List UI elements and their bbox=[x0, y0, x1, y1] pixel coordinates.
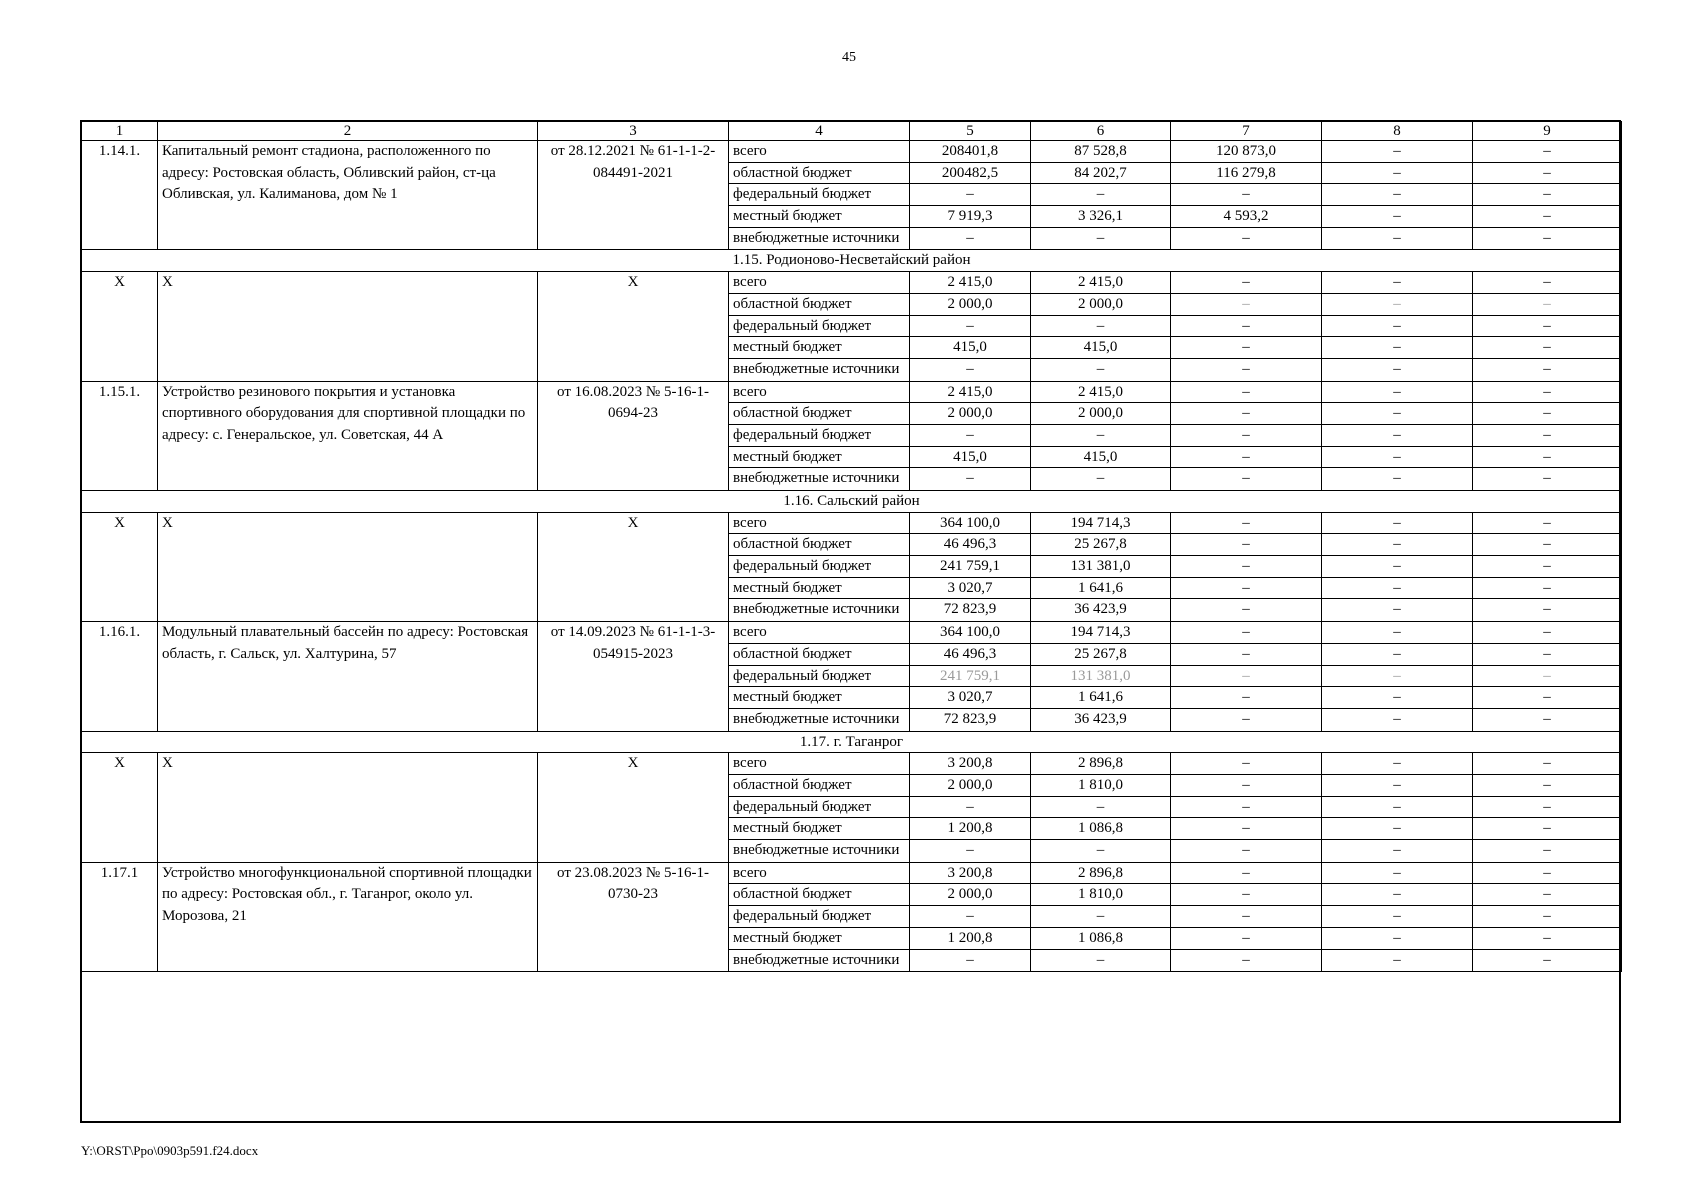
funding-source-cell: местный бюджет bbox=[729, 446, 910, 468]
value-cell-col-7: – bbox=[1171, 884, 1322, 906]
value-cell-col-6: 36 423,9 bbox=[1031, 708, 1171, 731]
value-cell-col-6: 25 267,8 bbox=[1031, 643, 1171, 665]
item-name-cell: Х bbox=[158, 272, 538, 381]
value-cell-col-7: – bbox=[1171, 272, 1322, 294]
footer-file-path: Y:\ORST\Ppo\0903p591.f24.docx bbox=[81, 1143, 259, 1158]
value-cell-col-8: – bbox=[1322, 424, 1473, 446]
value-cell-col-9: – bbox=[1473, 162, 1622, 184]
value-cell-col-8: – bbox=[1322, 293, 1473, 315]
item-number-cell: 1.17.1 bbox=[82, 862, 158, 971]
value-cell-col-6: – bbox=[1031, 227, 1171, 250]
value-cell-col-5: 415,0 bbox=[910, 446, 1031, 468]
funding-source-cell: местный бюджет bbox=[729, 818, 910, 840]
funding-source-cell: внебюджетные источники bbox=[729, 840, 910, 863]
value-cell-col-9: – bbox=[1473, 687, 1622, 709]
column-header-1: 1 bbox=[82, 122, 158, 141]
funding-source-cell: областной бюджет bbox=[729, 534, 910, 556]
value-cell-col-9: – bbox=[1473, 141, 1622, 163]
value-cell-col-5: – bbox=[910, 358, 1031, 381]
value-cell-col-9: – bbox=[1473, 840, 1622, 863]
funding-source-cell: всего bbox=[729, 272, 910, 294]
value-cell-col-7: – bbox=[1171, 622, 1322, 644]
value-cell-col-9: – bbox=[1473, 227, 1622, 250]
value-cell-col-6: 84 202,7 bbox=[1031, 162, 1171, 184]
value-cell-col-7: – bbox=[1171, 227, 1322, 250]
value-cell-col-6: – bbox=[1031, 949, 1171, 972]
table-row bbox=[82, 512, 1622, 534]
value-cell-col-7: 4 593,2 bbox=[1171, 206, 1322, 228]
value-cell-col-8: – bbox=[1322, 162, 1473, 184]
funding-source-cell: местный бюджет bbox=[729, 927, 910, 949]
value-cell-col-6: 2 896,8 bbox=[1031, 862, 1171, 884]
value-cell-col-5: – bbox=[910, 906, 1031, 928]
value-cell-col-8: – bbox=[1322, 949, 1473, 972]
value-cell-col-5: – bbox=[910, 796, 1031, 818]
section-heading-row bbox=[82, 250, 1622, 272]
value-cell-col-6: – bbox=[1031, 424, 1171, 446]
value-cell-col-8: – bbox=[1322, 753, 1473, 775]
funding-source-cell: федеральный бюджет bbox=[729, 665, 910, 687]
value-cell-col-5: 364 100,0 bbox=[910, 512, 1031, 534]
value-cell-col-7: – bbox=[1171, 403, 1322, 425]
value-cell-col-9: – bbox=[1473, 424, 1622, 446]
value-cell-col-6: 2 415,0 bbox=[1031, 381, 1171, 403]
funding-source-cell: внебюджетные источники bbox=[729, 358, 910, 381]
value-cell-col-5: 7 919,3 bbox=[910, 206, 1031, 228]
value-cell-col-8: – bbox=[1322, 708, 1473, 731]
value-cell-col-8: – bbox=[1322, 556, 1473, 578]
value-cell-col-8: – bbox=[1322, 337, 1473, 359]
value-cell-col-7: – bbox=[1171, 184, 1322, 206]
table-row bbox=[82, 862, 1622, 884]
value-cell-col-9: – bbox=[1473, 403, 1622, 425]
value-cell-col-6: 2 000,0 bbox=[1031, 403, 1171, 425]
value-cell-col-8: – bbox=[1322, 403, 1473, 425]
value-cell-col-5: 1 200,8 bbox=[910, 927, 1031, 949]
value-cell-col-8: – bbox=[1322, 862, 1473, 884]
funding-source-cell: федеральный бюджет bbox=[729, 906, 910, 928]
value-cell-col-8: – bbox=[1322, 927, 1473, 949]
value-cell-col-5: 3 200,8 bbox=[910, 753, 1031, 775]
value-cell-col-8: – bbox=[1322, 906, 1473, 928]
value-cell-col-9: – bbox=[1473, 862, 1622, 884]
value-cell-col-8: – bbox=[1322, 818, 1473, 840]
value-cell-col-9: – bbox=[1473, 446, 1622, 468]
item-document-cell: от 14.09.2023 № 61-1-1-3-054915-2023 bbox=[538, 622, 729, 731]
value-cell-col-8: – bbox=[1322, 796, 1473, 818]
value-cell-col-8: – bbox=[1322, 599, 1473, 622]
item-name-cell: Устройство многофункциональной спортивной площадки по адресу: Ростовская обл., г. Таганрог, около ул. Морозова, 21 bbox=[158, 862, 538, 971]
value-cell-col-5: – bbox=[910, 424, 1031, 446]
value-cell-col-8: – bbox=[1322, 534, 1473, 556]
column-header-6: 6 bbox=[1031, 122, 1171, 141]
value-cell-col-7: – bbox=[1171, 556, 1322, 578]
value-cell-col-6: 194 714,3 bbox=[1031, 512, 1171, 534]
value-cell-col-5: 1 200,8 bbox=[910, 818, 1031, 840]
funding-source-cell: всего bbox=[729, 753, 910, 775]
value-cell-col-6: 415,0 bbox=[1031, 446, 1171, 468]
column-header-4: 4 bbox=[729, 122, 910, 141]
value-cell-col-5: 3 200,8 bbox=[910, 862, 1031, 884]
value-cell-col-9: – bbox=[1473, 775, 1622, 797]
funding-source-cell: местный бюджет bbox=[729, 337, 910, 359]
value-cell-col-8: – bbox=[1322, 512, 1473, 534]
value-cell-col-9: – bbox=[1473, 708, 1622, 731]
value-cell-col-5: 72 823,9 bbox=[910, 599, 1031, 622]
value-cell-col-9: – bbox=[1473, 206, 1622, 228]
section-title: 1.17. г. Таганрог bbox=[82, 731, 1622, 753]
value-cell-col-5: 2 000,0 bbox=[910, 403, 1031, 425]
value-cell-col-8: – bbox=[1322, 446, 1473, 468]
funding-source-cell: всего bbox=[729, 381, 910, 403]
value-cell-col-7: – bbox=[1171, 599, 1322, 622]
value-cell-col-7: – bbox=[1171, 708, 1322, 731]
value-cell-col-5: 241 759,1 bbox=[910, 665, 1031, 687]
value-cell-col-9: – bbox=[1473, 753, 1622, 775]
value-cell-col-5: – bbox=[910, 315, 1031, 337]
value-cell-col-8: – bbox=[1322, 206, 1473, 228]
value-cell-col-6: – bbox=[1031, 840, 1171, 863]
item-name-cell: Устройство резинового покрытия и установка спортивного оборудования для спортивной площадки по адресу: с. Генеральское, ул. Советская, 44 А bbox=[158, 381, 538, 490]
value-cell-col-8: – bbox=[1322, 381, 1473, 403]
value-cell-col-6: – bbox=[1031, 184, 1171, 206]
value-cell-col-9: – bbox=[1473, 599, 1622, 622]
value-cell-col-7: – bbox=[1171, 753, 1322, 775]
value-cell-col-9: – bbox=[1473, 927, 1622, 949]
funding-source-cell: областной бюджет bbox=[729, 884, 910, 906]
item-number-cell: Х bbox=[82, 272, 158, 381]
section-title: 1.16. Сальский район bbox=[82, 491, 1622, 513]
value-cell-col-6: 1 086,8 bbox=[1031, 927, 1171, 949]
table-row bbox=[82, 753, 1622, 775]
value-cell-col-5: – bbox=[910, 227, 1031, 250]
item-name-cell: Х bbox=[158, 512, 538, 621]
value-cell-col-5: – bbox=[910, 840, 1031, 863]
column-header-3: 3 bbox=[538, 122, 729, 141]
value-cell-col-7: – bbox=[1171, 927, 1322, 949]
value-cell-col-6: 1 086,8 bbox=[1031, 818, 1171, 840]
value-cell-col-9: – bbox=[1473, 293, 1622, 315]
value-cell-col-8: – bbox=[1322, 272, 1473, 294]
value-cell-col-5: 2 000,0 bbox=[910, 775, 1031, 797]
funding-source-cell: внебюджетные источники bbox=[729, 708, 910, 731]
budget-table bbox=[81, 121, 1622, 972]
value-cell-col-5: – bbox=[910, 949, 1031, 972]
value-cell-col-7: 120 873,0 bbox=[1171, 141, 1322, 163]
item-number-cell: Х bbox=[82, 512, 158, 621]
value-cell-col-7: – bbox=[1171, 468, 1322, 491]
value-cell-col-9: – bbox=[1473, 906, 1622, 928]
funding-source-cell: областной бюджет bbox=[729, 162, 910, 184]
value-cell-col-8: – bbox=[1322, 643, 1473, 665]
value-cell-col-6: 36 423,9 bbox=[1031, 599, 1171, 622]
value-cell-col-9: – bbox=[1473, 468, 1622, 491]
item-document-cell: от 28.12.2021 № 61-1-1-2-084491-2021 bbox=[538, 141, 729, 250]
value-cell-col-8: – bbox=[1322, 775, 1473, 797]
value-cell-col-5: 2 000,0 bbox=[910, 293, 1031, 315]
item-name-cell: Капитальный ремонт стадиона, расположенного по адресу: Ростовская область, Обливский район, ст-ца Обливская, ул. Калиманова, дом № 1 bbox=[158, 141, 538, 250]
value-cell-col-6: 2 896,8 bbox=[1031, 753, 1171, 775]
item-document-cell: от 16.08.2023 № 5-16-1-0694-23 bbox=[538, 381, 729, 490]
table-body bbox=[82, 122, 1622, 972]
column-header-2: 2 bbox=[158, 122, 538, 141]
value-cell-col-6: 1 641,6 bbox=[1031, 687, 1171, 709]
value-cell-col-9: – bbox=[1473, 643, 1622, 665]
item-document-cell: от 23.08.2023 № 5-16-1-0730-23 bbox=[538, 862, 729, 971]
value-cell-col-9: – bbox=[1473, 556, 1622, 578]
funding-source-cell: федеральный бюджет bbox=[729, 796, 910, 818]
value-cell-col-7: – bbox=[1171, 293, 1322, 315]
value-cell-col-8: – bbox=[1322, 184, 1473, 206]
value-cell-col-5: 3 020,7 bbox=[910, 687, 1031, 709]
value-cell-col-5: 415,0 bbox=[910, 337, 1031, 359]
value-cell-col-6: – bbox=[1031, 358, 1171, 381]
value-cell-col-9: – bbox=[1473, 272, 1622, 294]
column-header-7: 7 bbox=[1171, 122, 1322, 141]
value-cell-col-8: – bbox=[1322, 315, 1473, 337]
value-cell-col-7: – bbox=[1171, 512, 1322, 534]
value-cell-col-9: – bbox=[1473, 818, 1622, 840]
value-cell-col-6: 131 381,0 bbox=[1031, 665, 1171, 687]
value-cell-col-9: – bbox=[1473, 381, 1622, 403]
value-cell-col-9: – bbox=[1473, 796, 1622, 818]
item-number-cell: 1.15.1. bbox=[82, 381, 158, 490]
value-cell-col-9: – bbox=[1473, 512, 1622, 534]
value-cell-col-7: – bbox=[1171, 381, 1322, 403]
column-header-row bbox=[82, 122, 1622, 141]
value-cell-col-5: 200482,5 bbox=[910, 162, 1031, 184]
value-cell-col-6: – bbox=[1031, 468, 1171, 491]
value-cell-col-5: 72 823,9 bbox=[910, 708, 1031, 731]
value-cell-col-7: – bbox=[1171, 337, 1322, 359]
section-heading-row bbox=[82, 491, 1622, 513]
funding-source-cell: областной бюджет bbox=[729, 403, 910, 425]
funding-source-cell: внебюджетные источники bbox=[729, 599, 910, 622]
funding-source-cell: областной бюджет bbox=[729, 775, 910, 797]
value-cell-col-5: 3 020,7 bbox=[910, 577, 1031, 599]
value-cell-col-6: 3 326,1 bbox=[1031, 206, 1171, 228]
value-cell-col-8: – bbox=[1322, 665, 1473, 687]
value-cell-col-6: 194 714,3 bbox=[1031, 622, 1171, 644]
funding-source-cell: внебюджетные источники bbox=[729, 949, 910, 972]
funding-source-cell: областной бюджет bbox=[729, 643, 910, 665]
funding-source-cell: федеральный бюджет bbox=[729, 315, 910, 337]
value-cell-col-8: – bbox=[1322, 577, 1473, 599]
value-cell-col-7: – bbox=[1171, 315, 1322, 337]
value-cell-col-6: 2 415,0 bbox=[1031, 272, 1171, 294]
value-cell-col-5: 46 496,3 bbox=[910, 534, 1031, 556]
value-cell-col-8: – bbox=[1322, 141, 1473, 163]
item-number-cell: 1.16.1. bbox=[82, 622, 158, 731]
value-cell-col-8: – bbox=[1322, 358, 1473, 381]
funding-source-cell: всего bbox=[729, 862, 910, 884]
funding-source-cell: федеральный бюджет bbox=[729, 184, 910, 206]
funding-source-cell: федеральный бюджет bbox=[729, 556, 910, 578]
value-cell-col-6: 1 641,6 bbox=[1031, 577, 1171, 599]
value-cell-col-7: – bbox=[1171, 534, 1322, 556]
table-row bbox=[82, 381, 1622, 403]
value-cell-col-5: 241 759,1 bbox=[910, 556, 1031, 578]
table-row bbox=[82, 141, 1622, 163]
value-cell-col-5: 208401,8 bbox=[910, 141, 1031, 163]
value-cell-col-9: – bbox=[1473, 949, 1622, 972]
value-cell-col-5: 46 496,3 bbox=[910, 643, 1031, 665]
value-cell-col-5: 2 415,0 bbox=[910, 272, 1031, 294]
value-cell-col-7: – bbox=[1171, 949, 1322, 972]
value-cell-col-8: – bbox=[1322, 687, 1473, 709]
section-title: 1.15. Родионово-Несветайский район bbox=[82, 250, 1622, 272]
value-cell-col-9: – bbox=[1473, 534, 1622, 556]
value-cell-col-9: – bbox=[1473, 358, 1622, 381]
value-cell-col-6: – bbox=[1031, 906, 1171, 928]
funding-source-cell: внебюджетные источники bbox=[729, 227, 910, 250]
value-cell-col-5: 364 100,0 bbox=[910, 622, 1031, 644]
value-cell-col-6: – bbox=[1031, 796, 1171, 818]
funding-source-cell: всего bbox=[729, 141, 910, 163]
item-document-cell: Х bbox=[538, 272, 729, 381]
page-number: 45 bbox=[842, 50, 856, 65]
value-cell-col-7: – bbox=[1171, 862, 1322, 884]
table-row bbox=[82, 272, 1622, 294]
value-cell-col-8: – bbox=[1322, 622, 1473, 644]
value-cell-col-7: – bbox=[1171, 665, 1322, 687]
funding-source-cell: всего bbox=[729, 512, 910, 534]
value-cell-col-9: – bbox=[1473, 577, 1622, 599]
item-name-cell: Модульный плавательный бассейн по адресу: Ростовская область, г. Сальск, ул. Халтурина, 57 bbox=[158, 622, 538, 731]
value-cell-col-7: – bbox=[1171, 687, 1322, 709]
value-cell-col-6: 1 810,0 bbox=[1031, 884, 1171, 906]
item-number-cell: 1.14.1. bbox=[82, 141, 158, 250]
value-cell-col-9: – bbox=[1473, 884, 1622, 906]
value-cell-col-5: – bbox=[910, 468, 1031, 491]
value-cell-col-8: – bbox=[1322, 840, 1473, 863]
funding-source-cell: местный бюджет bbox=[729, 206, 910, 228]
value-cell-col-7: – bbox=[1171, 446, 1322, 468]
value-cell-col-5: 2 415,0 bbox=[910, 381, 1031, 403]
value-cell-col-7: – bbox=[1171, 796, 1322, 818]
value-cell-col-6: 25 267,8 bbox=[1031, 534, 1171, 556]
value-cell-col-9: – bbox=[1473, 622, 1622, 644]
column-header-5: 5 bbox=[910, 122, 1031, 141]
value-cell-col-8: – bbox=[1322, 884, 1473, 906]
funding-source-cell: областной бюджет bbox=[729, 293, 910, 315]
value-cell-col-7: – bbox=[1171, 358, 1322, 381]
value-cell-col-6: 87 528,8 bbox=[1031, 141, 1171, 163]
item-name-cell: Х bbox=[158, 753, 538, 862]
column-header-8: 8 bbox=[1322, 122, 1473, 141]
value-cell-col-9: – bbox=[1473, 337, 1622, 359]
value-cell-col-9: – bbox=[1473, 665, 1622, 687]
item-document-cell: Х bbox=[538, 753, 729, 862]
value-cell-col-7: – bbox=[1171, 424, 1322, 446]
value-cell-col-8: – bbox=[1322, 227, 1473, 250]
item-number-cell: Х bbox=[82, 753, 158, 862]
value-cell-col-7: 116 279,8 bbox=[1171, 162, 1322, 184]
value-cell-col-6: 131 381,0 bbox=[1031, 556, 1171, 578]
value-cell-col-9: – bbox=[1473, 315, 1622, 337]
item-document-cell: Х bbox=[538, 512, 729, 621]
value-cell-col-7: – bbox=[1171, 643, 1322, 665]
value-cell-col-7: – bbox=[1171, 577, 1322, 599]
funding-source-cell: местный бюджет bbox=[729, 577, 910, 599]
value-cell-col-5: 2 000,0 bbox=[910, 884, 1031, 906]
value-cell-col-9: – bbox=[1473, 184, 1622, 206]
value-cell-col-7: – bbox=[1171, 818, 1322, 840]
value-cell-col-7: – bbox=[1171, 906, 1322, 928]
section-heading-row bbox=[82, 731, 1622, 753]
funding-source-cell: местный бюджет bbox=[729, 687, 910, 709]
value-cell-col-6: – bbox=[1031, 315, 1171, 337]
value-cell-col-6: 2 000,0 bbox=[1031, 293, 1171, 315]
value-cell-col-6: 415,0 bbox=[1031, 337, 1171, 359]
table-row bbox=[82, 622, 1622, 644]
value-cell-col-7: – bbox=[1171, 775, 1322, 797]
funding-source-cell: всего bbox=[729, 622, 910, 644]
value-cell-col-6: 1 810,0 bbox=[1031, 775, 1171, 797]
funding-source-cell: федеральный бюджет bbox=[729, 424, 910, 446]
value-cell-col-8: – bbox=[1322, 468, 1473, 491]
column-header-9: 9 bbox=[1473, 122, 1622, 141]
value-cell-col-7: – bbox=[1171, 840, 1322, 863]
value-cell-col-5: – bbox=[910, 184, 1031, 206]
funding-source-cell: внебюджетные источники bbox=[729, 468, 910, 491]
